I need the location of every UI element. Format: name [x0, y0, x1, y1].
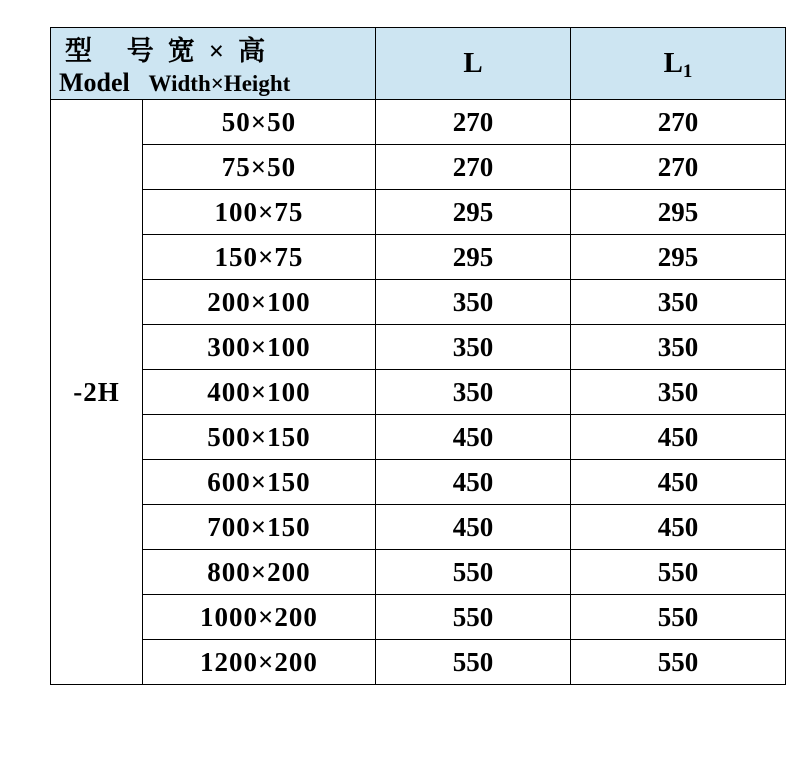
l-cell: 550 [376, 595, 571, 640]
size-cell: 600×150 [143, 460, 376, 505]
table-row [51, 280, 786, 325]
table-header [51, 28, 786, 100]
size-cell: 500×150 [143, 415, 376, 460]
l-cell: 450 [376, 415, 571, 460]
l-cell: 295 [376, 190, 571, 235]
size-cell: 700×150 [143, 505, 376, 550]
l1-cell: 450 [571, 505, 786, 550]
l1-cell: 295 [571, 235, 786, 280]
l1-cell: 350 [571, 370, 786, 415]
header-model-cn: 型 号 [65, 36, 168, 66]
header-size-en: Width×Height [148, 71, 291, 96]
table-row [51, 190, 786, 235]
header-size-cn: 宽×高 [167, 36, 280, 66]
size-cell: 150×75 [143, 235, 376, 280]
l-cell: 295 [376, 235, 571, 280]
size-cell: 300×100 [143, 325, 376, 370]
size-cell: 800×200 [143, 550, 376, 595]
table-row [51, 325, 786, 370]
header-model-size [51, 28, 376, 100]
l-cell: 350 [376, 280, 571, 325]
header-model-size-chinese [51, 29, 375, 68]
l1-cell: 550 [571, 550, 786, 595]
header-l1 [571, 28, 786, 100]
l-cell: 550 [376, 640, 571, 685]
table-row [51, 370, 786, 415]
table-body [51, 100, 786, 685]
table-row [51, 145, 786, 190]
l-cell: 350 [376, 370, 571, 415]
l-cell: 450 [376, 460, 571, 505]
l-cell: 270 [376, 100, 571, 145]
header-row [51, 28, 786, 100]
l-cell: 550 [376, 550, 571, 595]
l1-cell: 270 [571, 145, 786, 190]
header-model-size-english [51, 68, 375, 98]
table-row [51, 460, 786, 505]
size-cell: 100×75 [143, 190, 376, 235]
table-row [51, 595, 786, 640]
l1-cell: 350 [571, 280, 786, 325]
table-row [51, 415, 786, 460]
table-row [51, 550, 786, 595]
header-l1-subscript: 1 [682, 61, 693, 82]
l1-cell: 550 [571, 640, 786, 685]
table-row [51, 235, 786, 280]
l1-cell: 295 [571, 190, 786, 235]
model-value-cell: -2H [51, 100, 143, 685]
header-l1-letter: L [663, 47, 683, 79]
table-row [51, 100, 786, 145]
header-model-en: Model [59, 68, 130, 97]
header-l: L [376, 28, 571, 100]
l1-cell: 350 [571, 325, 786, 370]
size-cell: 200×100 [143, 280, 376, 325]
size-cell: 1200×200 [143, 640, 376, 685]
l1-cell: 550 [571, 595, 786, 640]
l1-cell: 450 [571, 460, 786, 505]
l-cell: 350 [376, 325, 571, 370]
table-row [51, 640, 786, 685]
table-row [51, 505, 786, 550]
specification-table [50, 27, 786, 685]
l1-cell: 270 [571, 100, 786, 145]
l1-cell: 450 [571, 415, 786, 460]
size-cell: 400×100 [143, 370, 376, 415]
size-cell: 50×50 [143, 100, 376, 145]
size-cell: 1000×200 [143, 595, 376, 640]
l-cell: 270 [376, 145, 571, 190]
l-cell: 450 [376, 505, 571, 550]
size-cell: 75×50 [143, 145, 376, 190]
